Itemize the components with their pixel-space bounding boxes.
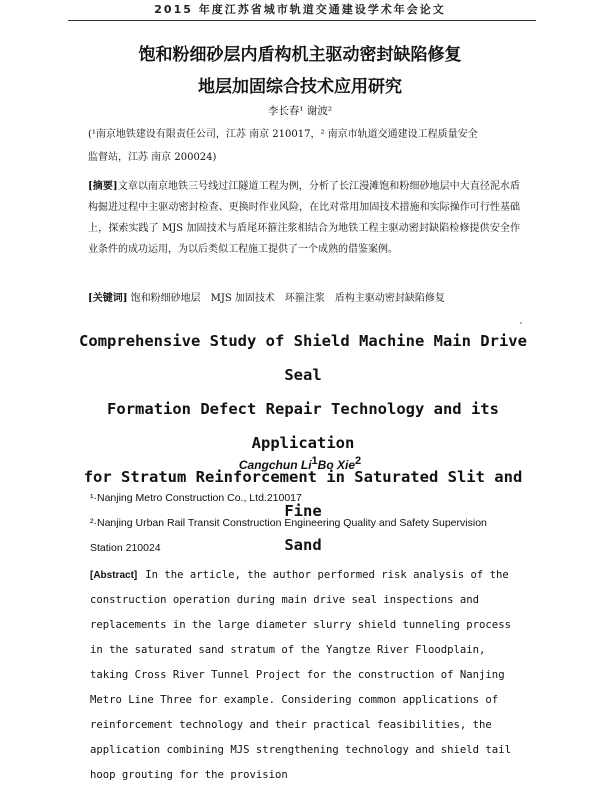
english-affiliation-2-line-1: ²·Nanjing Urban Rail Transit Construction Engineering Quality and Safety Supervision: [90, 517, 487, 529]
chinese-title-line-2: 地层加固综合技术应用研究: [198, 77, 402, 97]
author-name-2: Bo Xie: [317, 458, 355, 472]
english-abstract: [90, 563, 522, 788]
header-rule: [68, 20, 536, 21]
english-affiliation-1: ¹·Nanjing Metro Construction Co., Ltd.210017: [90, 492, 302, 504]
english-title-line-1: Comprehensive Study of Shield Machine Main Drive Seal: [79, 332, 527, 384]
chinese-authors: 李长春¹ 谢波²: [267, 105, 333, 117]
author-sup-1: 1: [311, 455, 318, 467]
chinese-title-line-1: 饱和粉细砂层内盾构机主驱动密封缺陷修复: [138, 45, 462, 65]
running-header: 2015 年度江苏省城市轨道交通建设学术年会论文: [154, 3, 446, 16]
chinese-abstract-label: [摘要]: [88, 181, 118, 192]
chinese-abstract: [88, 176, 520, 260]
english-title-line-4: Sand: [284, 536, 322, 554]
english-abstract-text: In the article, the author performed risk analysis of the construction operation during main drive seal inspections and replacements in the large diameter slurry shield tunneling process in the saturated sand stratum of the Yangtze River Floodplain, taking Cross River Tunnel Project for the construction of Nanjing Metro Line Three for example. Considering common applications of reinforcement technology and their practical feasibilities, the application combining MJS strengthening technology and shield tail hoop grouting for the provision: [90, 569, 511, 781]
author-name-1: Cangchun Li: [238, 458, 312, 472]
chinese-affiliation-line-2: 监督站，江苏 南京 200024): [88, 152, 217, 163]
english-affiliation-2-line-2: Station 210024: [90, 542, 161, 554]
chinese-affiliation-line-1: (¹南京地铁建设有限责任公司，江苏 南京 210017，² 南京市轨道交通建设工程质量安全: [88, 129, 478, 140]
chinese-abstract-text: 文章以南京地铁三号线过江隧道工程为例，分析了长江漫滩饱和粉细砂地层中大直径泥水盾构掘进过程中主驱动密封检查、更换时作业风险，在比对常用加固技术措施和实际操作可行性基础上，探索实践了 MJS 加固技术与盾尾环箍注浆相结合为地铁工程主驱动密封缺陷检修提供安全作业条件的成功运用，为以后类似工程施工提供了一个成熟的借鉴案例。: [88, 181, 520, 255]
english-authors: [0, 455, 600, 472]
english-title-line-3: for Stratum Reinforcement in Saturated Slit and Fine: [83, 468, 523, 520]
chinese-keywords: [88, 289, 520, 304]
scan-speck: [520, 322, 522, 324]
author-sup-2: 2: [355, 455, 362, 467]
english-abstract-label: [Abstract]: [90, 570, 138, 581]
chinese-keywords-text: 饱和粉细砂地层 MJS 加固技术 环箍注浆 盾构主驱动密封缺陷修复: [130, 293, 445, 304]
english-title-line-2: Formation Defect Repair Technology and its Application: [107, 400, 499, 452]
chinese-keywords-label: [关键词]: [88, 293, 128, 304]
